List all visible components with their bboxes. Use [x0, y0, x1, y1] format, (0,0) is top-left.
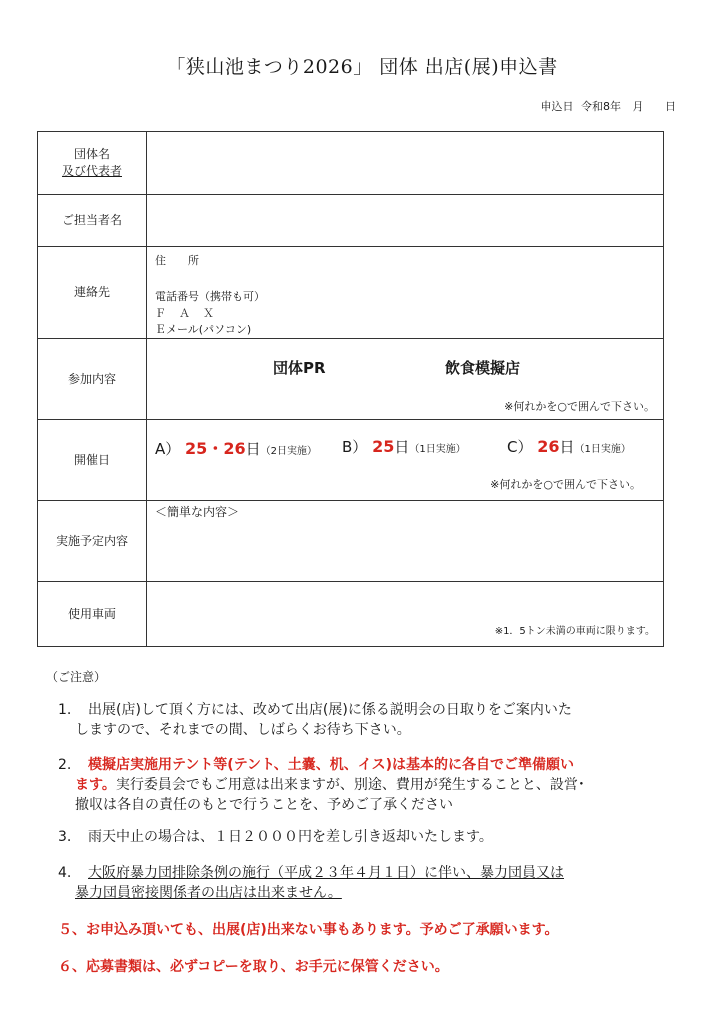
participation-field[interactable]	[147, 339, 664, 420]
note-3: 3. 雨天中止の場合は、１日２０００円を差し引き返却いたします。	[58, 829, 493, 845]
contact-person-label: ご担当者名	[38, 195, 147, 247]
date-option-a[interactable]: A） 25・26日（2日実施）	[155, 439, 317, 458]
address-label: 住 所	[155, 254, 199, 267]
group-label: 団体名 及び代表者	[38, 132, 147, 195]
email-label: Ｅメール(パソコン)	[155, 323, 252, 336]
contact-person-field[interactable]	[147, 195, 664, 247]
date-option-c[interactable]: C） 26日（1日実施）	[507, 437, 631, 456]
contact-field[interactable]	[147, 247, 664, 339]
phone-label: 電話番号（携帯も可）	[155, 290, 265, 303]
dates-note: ※何れかを○で囲んで下さい。	[490, 478, 641, 491]
date-option-b[interactable]: B） 25日（1日実施）	[342, 437, 466, 456]
dates-label: 開催日	[38, 420, 147, 501]
application-date-day: 日	[665, 100, 676, 113]
vehicle-field[interactable]	[147, 582, 664, 647]
fax-label: Ｆ Ａ Ｘ	[155, 307, 215, 320]
plan-label: 実施予定内容	[38, 501, 147, 582]
note-6: ６、応募書類は、必ずコピーを取り、お手元に保管ください。	[58, 959, 449, 975]
application-date-label: 申込日	[540, 100, 574, 113]
note-4: 4. 大阪府暴力団排除条例の施行（平成２３年４月１日）に伴い、暴力団員又は 暴力団員密接関係者の出店は出来ません。	[58, 865, 564, 901]
notes-heading: （ご注意）	[46, 670, 107, 684]
group-name-field[interactable]	[147, 132, 664, 195]
page-title: 「狭山池まつり2026」 団体 出店(展)申込書	[166, 56, 558, 78]
vehicle-note: ※1．5トン未満の車両に限ります。	[494, 626, 655, 637]
note-5: ５、お申込み頂いても、出展(店)出来ない事もあります。予めご了承願います。	[58, 922, 559, 938]
participation-note: ※何れかを○で囲んで下さい。	[504, 400, 655, 413]
participation-label: 参加内容	[38, 339, 147, 420]
participation-option-food[interactable]: 飲食模擬店	[445, 359, 521, 377]
note-2: 2. 模擬店実施用テント等(テント、土嚢、机、イス)は基本的に各自でご準備願い ます。実行委員会でもご用意は出来ますが、別途、費用が発生することと、設営･ 撤収は各自の責任のもとで行うことを、予めご了承ください	[58, 757, 585, 813]
note-1: 1. 出展(店)して頂く方には、改めて出店(展)に係る説明会の日取りをご案内いた しますので、それまでの間、しばらくお待ち下さい。	[58, 702, 572, 738]
application-form	[37, 131, 664, 647]
contact-label: 連絡先	[38, 247, 147, 339]
application-date-era: 令和8年	[581, 100, 621, 113]
application-date	[537, 98, 677, 114]
dates-field[interactable]	[147, 420, 664, 501]
vehicle-label: 使用車両	[38, 582, 147, 647]
plan-field[interactable]	[147, 501, 664, 582]
application-date-month: 月	[632, 100, 644, 113]
plan-hint: ＜簡単な内容＞	[155, 505, 240, 519]
participation-option-pr[interactable]: 団体PR	[273, 359, 326, 377]
